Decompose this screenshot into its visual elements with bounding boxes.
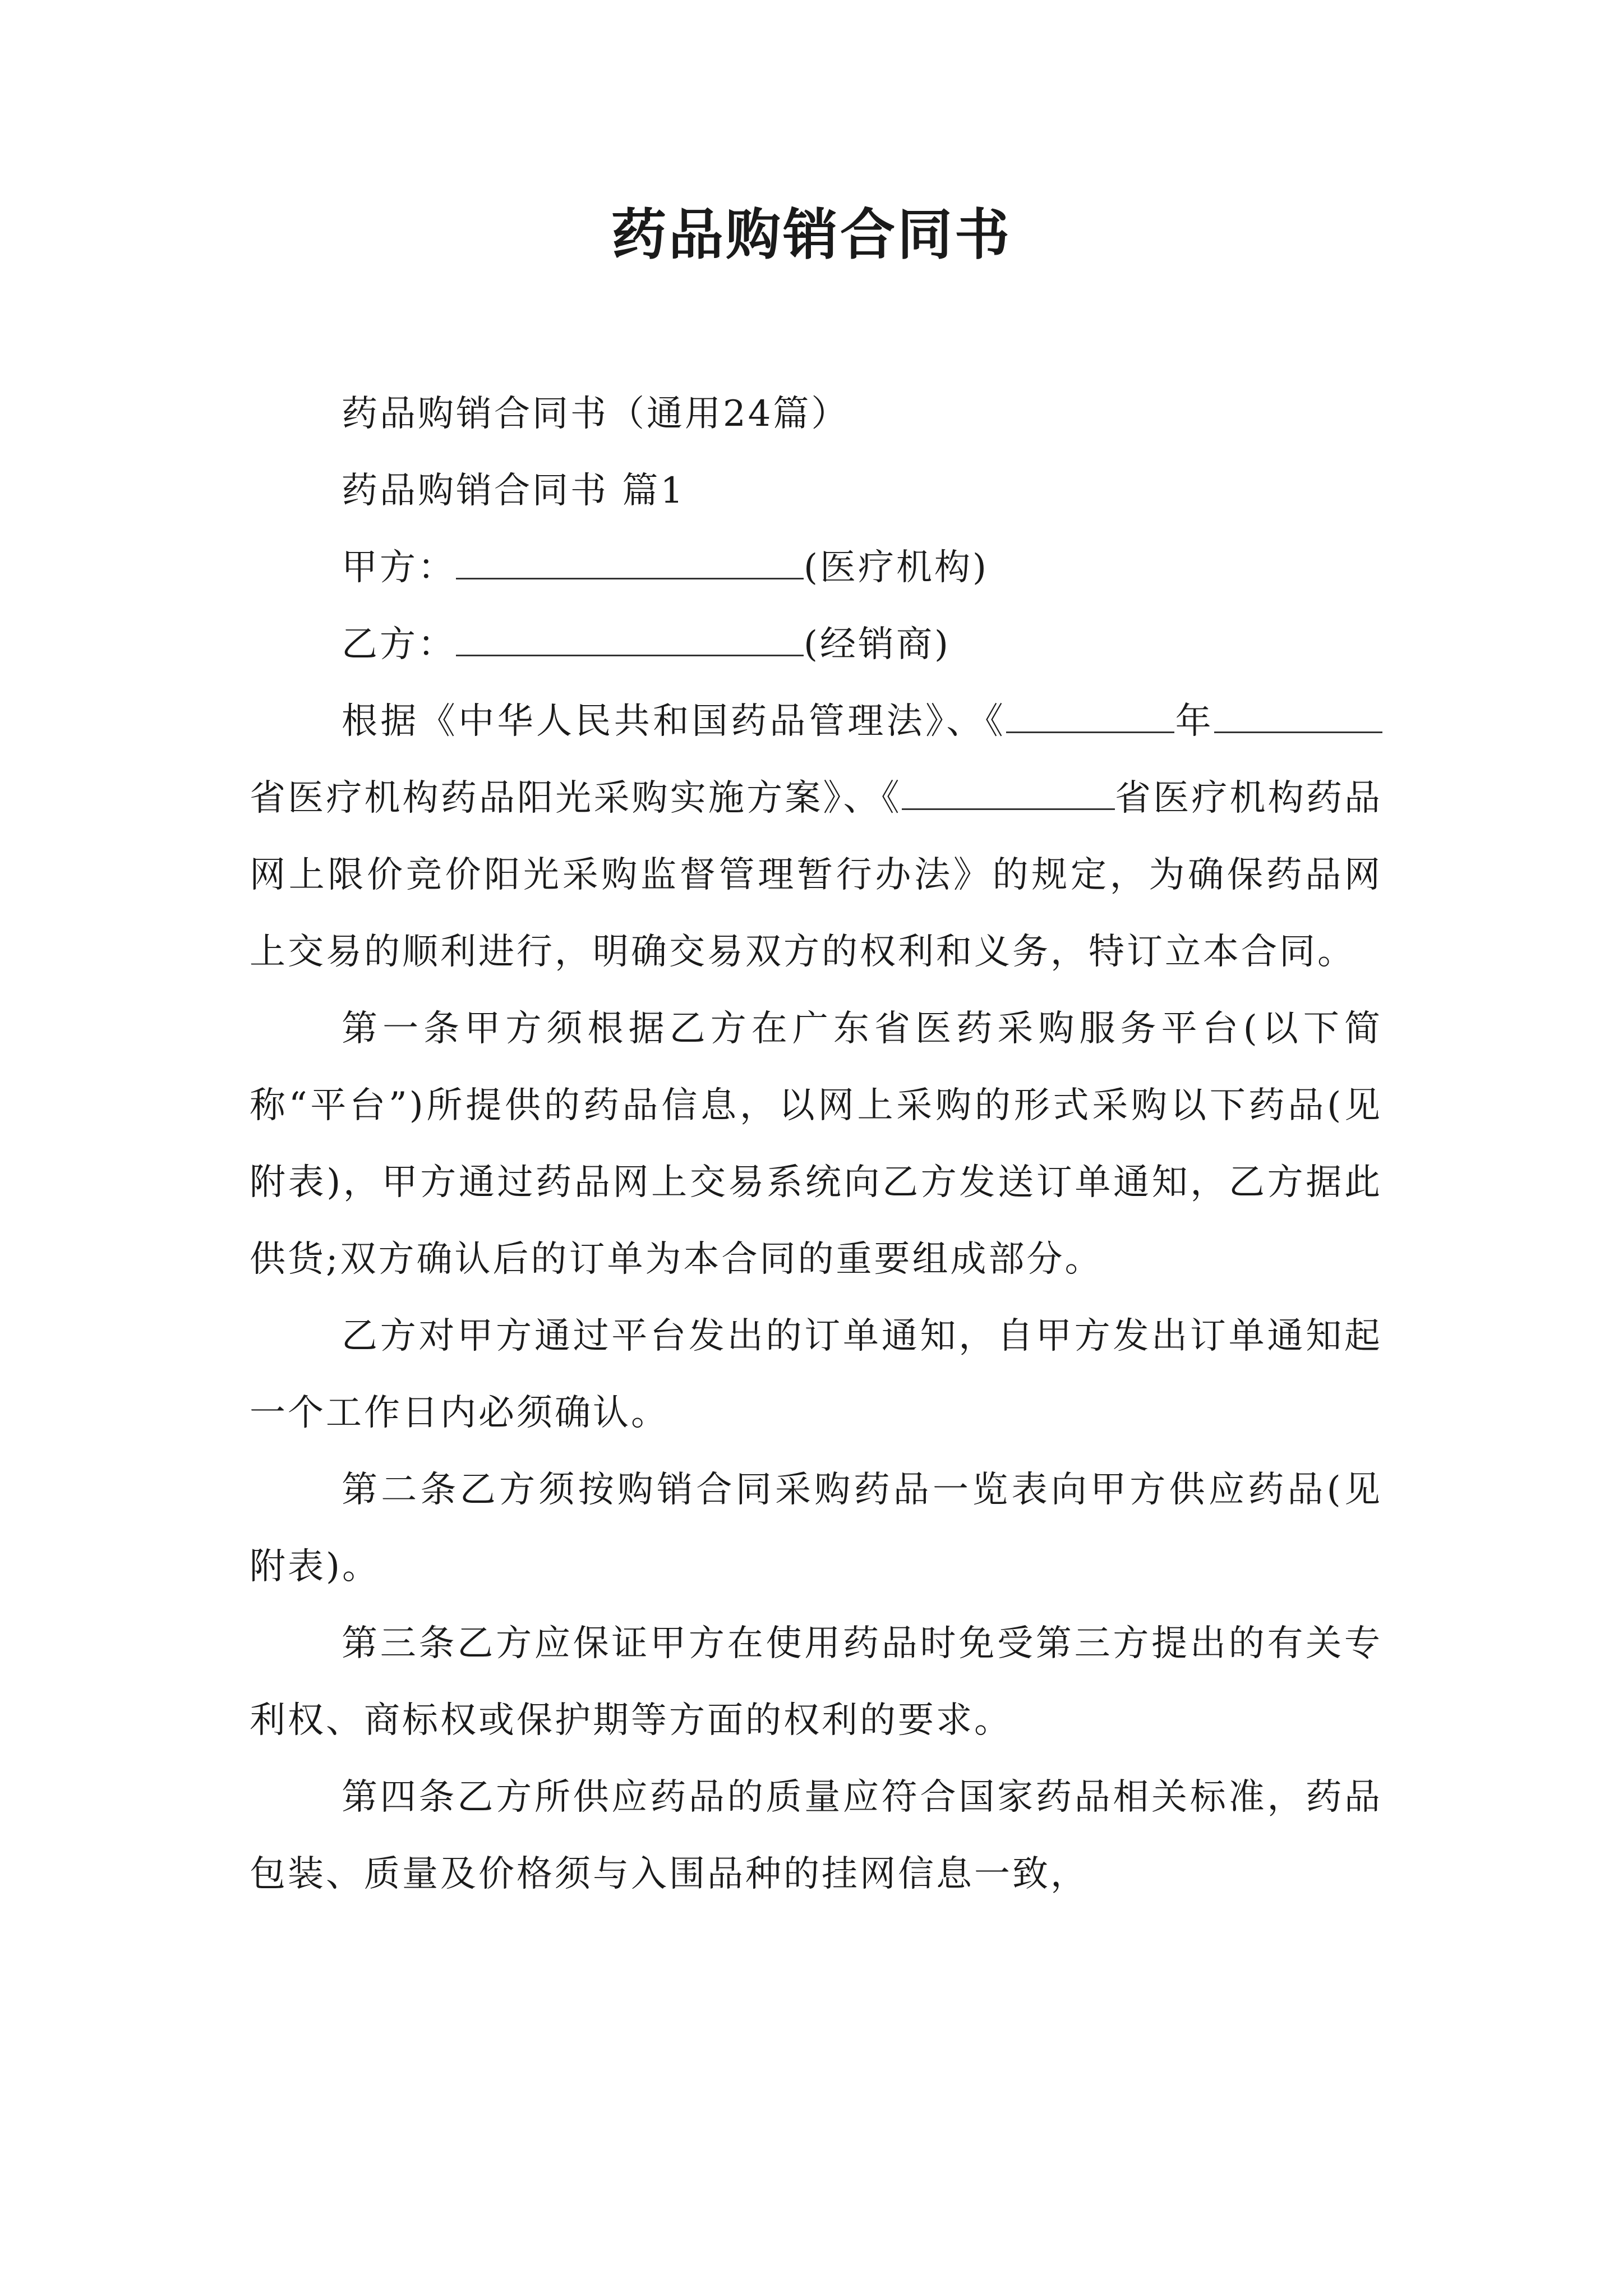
article-paragraph: 第四条乙方所供应药品的质量应符合国家药品相关标准，药品包装、质量及价格须与入围品种的挂网信息一致， <box>250 1777 1382 1895</box>
article-paragraph: 第三条乙方应保证甲方在使用药品时免受第三方提出的有关专利权、商标权或保护期等方面的权利的要求。 <box>250 1623 1382 1741</box>
section-heading: 药品购销合同书 篇1 <box>342 470 686 512</box>
party-a-line <box>250 530 1382 606</box>
article-paragraph: 第一条甲方须根据乙方在广东省医药采购服务平台(以下简称“平台”)所提供的药品信息，以网上采购的形式采购以下药品(见附表)，甲方通过药品网上交易系统向乙方发送订单通知，乙方据此供货;双方确认后的订单为本合同的重要组成部分。 <box>250 1008 1382 1280</box>
document-title: 药品购销合同书 <box>611 203 1012 267</box>
intro-text-4: 省医疗机构药品网上限价竞价阳光采购监督管理暂行办法》的规定，为确保药品网上交易的顺利进行，明确交易双方的权利和义务，特订立本合同。 <box>250 777 1383 973</box>
article-paragraph: 乙方对甲方通过平台发出的订单通知，自甲方发出订单通知起一个工作日内必须确认。 <box>250 1315 1382 1434</box>
intro-text-3: 省医疗机构药品阳光采购实施方案》、《 <box>250 777 902 819</box>
article-paragraph: 第二条乙方须按购销合同采购药品一览表向甲方供应药品(见附表)。 <box>250 1469 1382 1588</box>
party-b-suffix: (经销商) <box>804 624 951 665</box>
party-b-label: 乙方： <box>342 624 456 665</box>
intro-text-2: 年 <box>1174 701 1215 742</box>
intro-text-1: 根据《中华人民共和国药品管理法》、《 <box>342 701 1007 742</box>
province-blank-2 <box>902 775 1115 810</box>
year-blank <box>1006 698 1174 733</box>
party-a-blank <box>456 544 804 579</box>
document-body <box>250 376 1382 1913</box>
party-b-line <box>250 606 1382 683</box>
party-b-blank <box>456 621 804 656</box>
party-a-suffix: (医疗机构) <box>804 547 989 588</box>
party-a-label: 甲方： <box>342 547 456 588</box>
subtitle-line: 药品购销合同书（通用24篇） <box>342 393 850 435</box>
province-blank-1 <box>1214 698 1382 733</box>
intro-paragraph <box>250 683 1382 991</box>
